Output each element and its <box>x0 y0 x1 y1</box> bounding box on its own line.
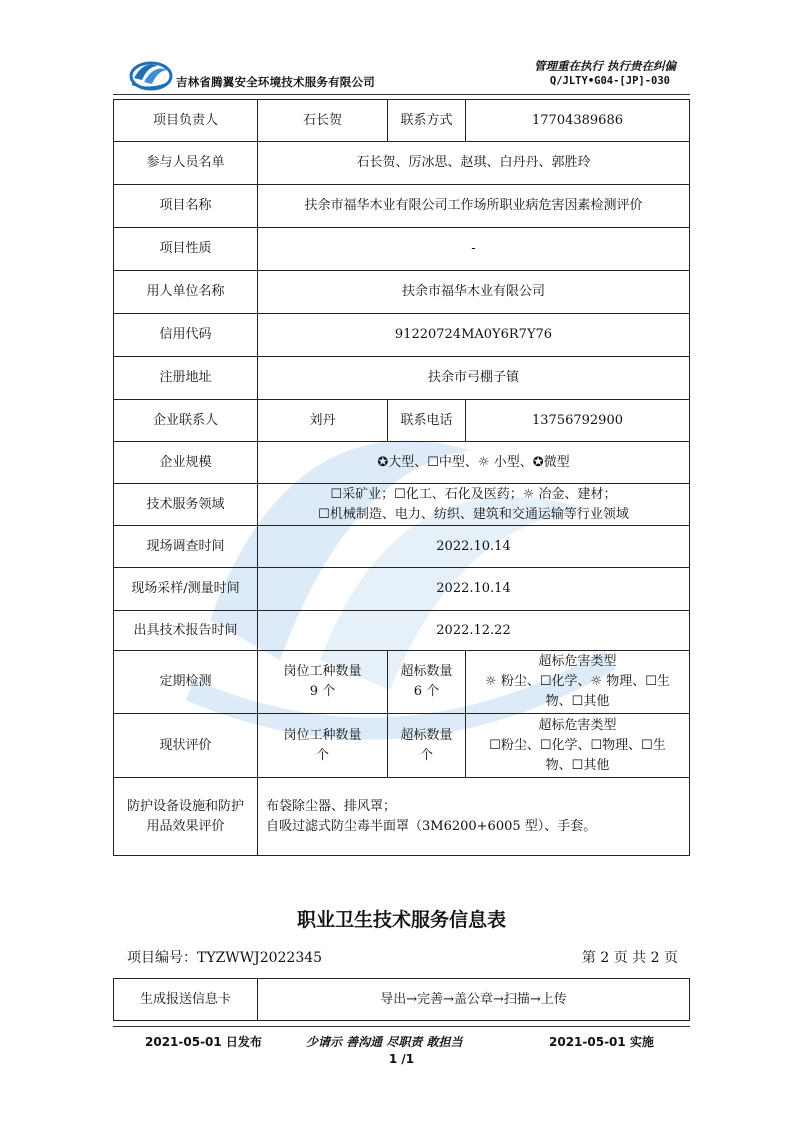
periodic-hazard-line: ☼ 粉尘、☐化学、☼ 物理、☐生 <box>485 674 670 689</box>
periodic-hazard-label: 超标危害类型 <box>538 654 617 669</box>
implement-date: 2021-05-01 实施 <box>549 1035 654 1049</box>
project-nature-label: 项目性质 <box>114 228 258 271</box>
address-label: 注册地址 <box>114 357 258 400</box>
service-field-line: ☐采矿业；☐化工、石化及医药；☼ 冶金、建材； <box>330 486 617 502</box>
report-time-value: 2022.12.22 <box>258 611 690 651</box>
survey-time-value: 2022.10.14 <box>258 526 690 568</box>
report-card-table <box>113 978 690 1021</box>
table-row <box>114 778 690 856</box>
current-hazard-line: 物、☐其他 <box>545 757 610 773</box>
contact-label: 联系方式 <box>388 100 466 142</box>
protection-label <box>114 778 258 856</box>
address-value: 扶余市弓棚子镇 <box>258 357 690 400</box>
project-info-table <box>113 99 690 856</box>
info-sheet-title: 职业卫生技术服务信息表 <box>296 909 506 931</box>
employer-value: 扶余市福华木业有限公司 <box>258 271 690 314</box>
sampling-time-value: 2022.10.14 <box>258 568 690 611</box>
page-info: 第 2 页 共 2 页 <box>581 950 678 966</box>
table-row <box>114 314 690 357</box>
table-row <box>114 611 690 651</box>
periodic-exceed-value: 6 个 <box>413 684 440 699</box>
employer-label: 用人单位名称 <box>114 271 258 314</box>
current-hazard-line: ☐粉尘、☐化学、☐物理、☐生 <box>489 737 666 753</box>
company-name: 吉林省腾翼安全环境技术服务有限公司 <box>176 75 375 89</box>
protection-value <box>258 778 690 856</box>
periodic-posts-value: 9 个 <box>309 684 336 699</box>
periodic-label: 定期检测 <box>114 651 258 714</box>
project-number: 项目编号：TYZWWJ2022345 <box>127 950 323 966</box>
project-nature-value: - <box>258 228 690 271</box>
protection-label-line: 防护设备设施和防护 <box>126 798 244 814</box>
card-flow: 导出→完善→盖公章→扫描→上传 <box>258 979 690 1021</box>
periodic-posts <box>258 651 388 714</box>
current-label: 现状评价 <box>114 714 258 778</box>
scale-value: ✪大型、☐中型、☼ 小型、✪微型 <box>258 442 690 484</box>
current-exceed-value: 个 <box>419 747 433 763</box>
company-logo <box>128 56 174 92</box>
periodic-exceed-label: 超标数量 <box>400 664 453 679</box>
table-row <box>114 979 690 1021</box>
service-field-label: 技术服务领域 <box>114 484 258 526</box>
document-code: Q/JLTY•G04-[JP]-030 <box>549 75 670 87</box>
table-row <box>114 228 690 271</box>
phone-label: 联系电话 <box>388 400 466 442</box>
table-row <box>114 714 690 778</box>
header-slogan: 管理重在执行 执行贵在纠偏 <box>533 59 676 73</box>
table-row <box>114 568 690 611</box>
service-field-line: ☐机械制造、电力、纺织、建筑和交通运输等行业领域 <box>318 506 629 522</box>
enterprise-contact-label: 企业联系人 <box>114 400 258 442</box>
footer-divider <box>113 1026 690 1027</box>
periodic-hazard-line: 物、☐其他 <box>545 694 610 709</box>
project-name-label: 项目名称 <box>114 185 258 228</box>
protection-label-line: 用品效果评价 <box>146 818 225 834</box>
current-hazard <box>466 714 690 778</box>
participants-label: 参与人员名单 <box>114 142 258 185</box>
table-row <box>114 400 690 442</box>
service-field-value <box>258 484 690 526</box>
table-row <box>114 526 690 568</box>
table-row <box>114 357 690 400</box>
protection-line: 布袋除尘器、排风罩； <box>266 798 397 814</box>
current-exceed-label: 超标数量 <box>400 727 453 743</box>
credit-code-label: 信用代码 <box>114 314 258 357</box>
survey-time-label: 现场调查时间 <box>114 526 258 568</box>
table-row <box>114 142 690 185</box>
table-row <box>114 651 690 714</box>
report-time-label: 出具技术报告时间 <box>114 611 258 651</box>
phone-value: 13756792900 <box>466 400 690 442</box>
periodic-posts-label: 岗位工种数量 <box>283 664 362 679</box>
credit-code-value: 91220724MA0Y6R7Y76 <box>258 314 690 357</box>
scale-label: 企业规模 <box>114 442 258 484</box>
table-row <box>114 442 690 484</box>
current-exceed <box>388 714 466 778</box>
periodic-hazard <box>466 651 690 714</box>
table-row <box>114 484 690 526</box>
header-divider <box>113 94 690 95</box>
footer-motto: 少请示 善沟通 尽职责 敢担当 <box>306 1035 463 1049</box>
protection-line: 自吸过滤式防尘毒半面罩（3M6200+6005 型）、手套。 <box>266 818 597 834</box>
project-name-value: 扶余市福华木业有限公司工作场所职业病危害因素检测评价 <box>258 185 690 228</box>
project-lead-value: 石长贺 <box>258 100 388 142</box>
table-row <box>114 185 690 228</box>
publish-date: 2021-05-01 日发布 <box>145 1035 262 1049</box>
contact-value: 17704389686 <box>466 100 690 142</box>
current-hazard-label: 超标危害类型 <box>538 717 617 733</box>
sampling-time-label: 现场采样/测量时间 <box>114 568 258 611</box>
periodic-exceed <box>388 651 466 714</box>
enterprise-contact-value: 刘丹 <box>258 400 388 442</box>
page-number: 1 /1 <box>388 1052 415 1066</box>
table-row <box>114 271 690 314</box>
current-posts-value: 个 <box>315 747 329 763</box>
table-row <box>114 100 690 142</box>
project-lead-label: 项目负责人 <box>114 100 258 142</box>
participants-value: 石长贺、厉冰思、赵琪、白丹丹、郭胜玲 <box>258 142 690 185</box>
card-label: 生成报送信息卡 <box>114 979 258 1021</box>
current-posts-label: 岗位工种数量 <box>283 727 362 743</box>
current-posts <box>258 714 388 778</box>
